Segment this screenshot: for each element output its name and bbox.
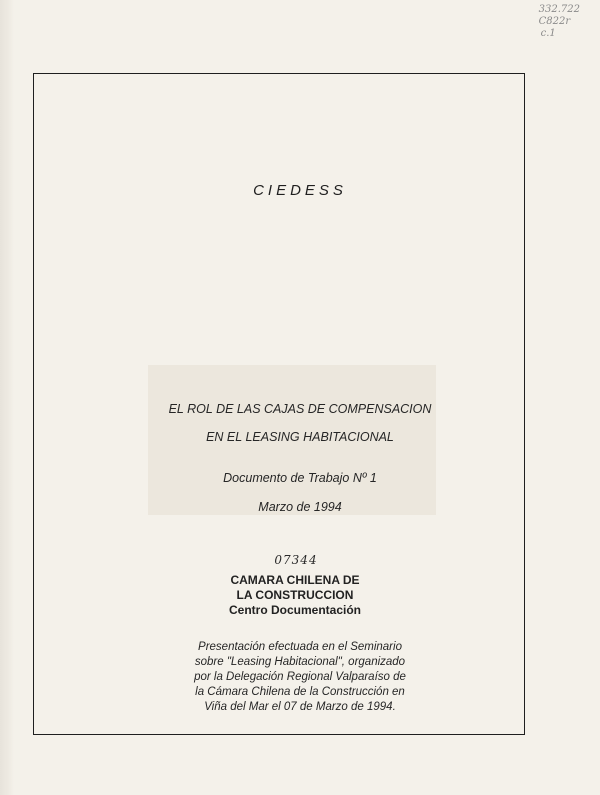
handwritten-call-number [539,4,580,40]
handwritten-line: 332.722 [538,4,580,15]
note-line: Presentación efectuada en el Seminario [198,641,402,653]
title-line-1: EL ROL DE LAS CAJAS DE COMPENSACION [168,402,432,416]
handwritten-line: C822r [538,16,571,27]
presentation-note [0,640,600,715]
library-stamp [0,573,590,618]
stamp-number: 07344 [274,553,318,567]
note-line: sobre "Leasing Habitacional", organizado [194,656,406,668]
stamp-line-2: LA CONSTRUCCION [236,588,354,602]
note-line: Viña del Mar el 07 de Marzo de 1994. [204,701,396,713]
document-label: Documento de Trabajo Nº 1 [223,471,377,485]
stamp-line-1: CAMARA CHILENA DE [230,573,360,587]
organization-name: CIEDESS [253,182,347,199]
document-date: Marzo de 1994 [258,500,342,514]
note-line: la Cámara Chilena de la Construcción en [195,686,405,698]
handwritten-line: c.1 [540,28,556,39]
title-line-2: EN EL LEASING HABITACIONAL [206,430,394,444]
note-line: por la Delegación Regional Valparaíso de [194,671,406,683]
stamp-line-3: Centro Documentación [228,603,361,617]
